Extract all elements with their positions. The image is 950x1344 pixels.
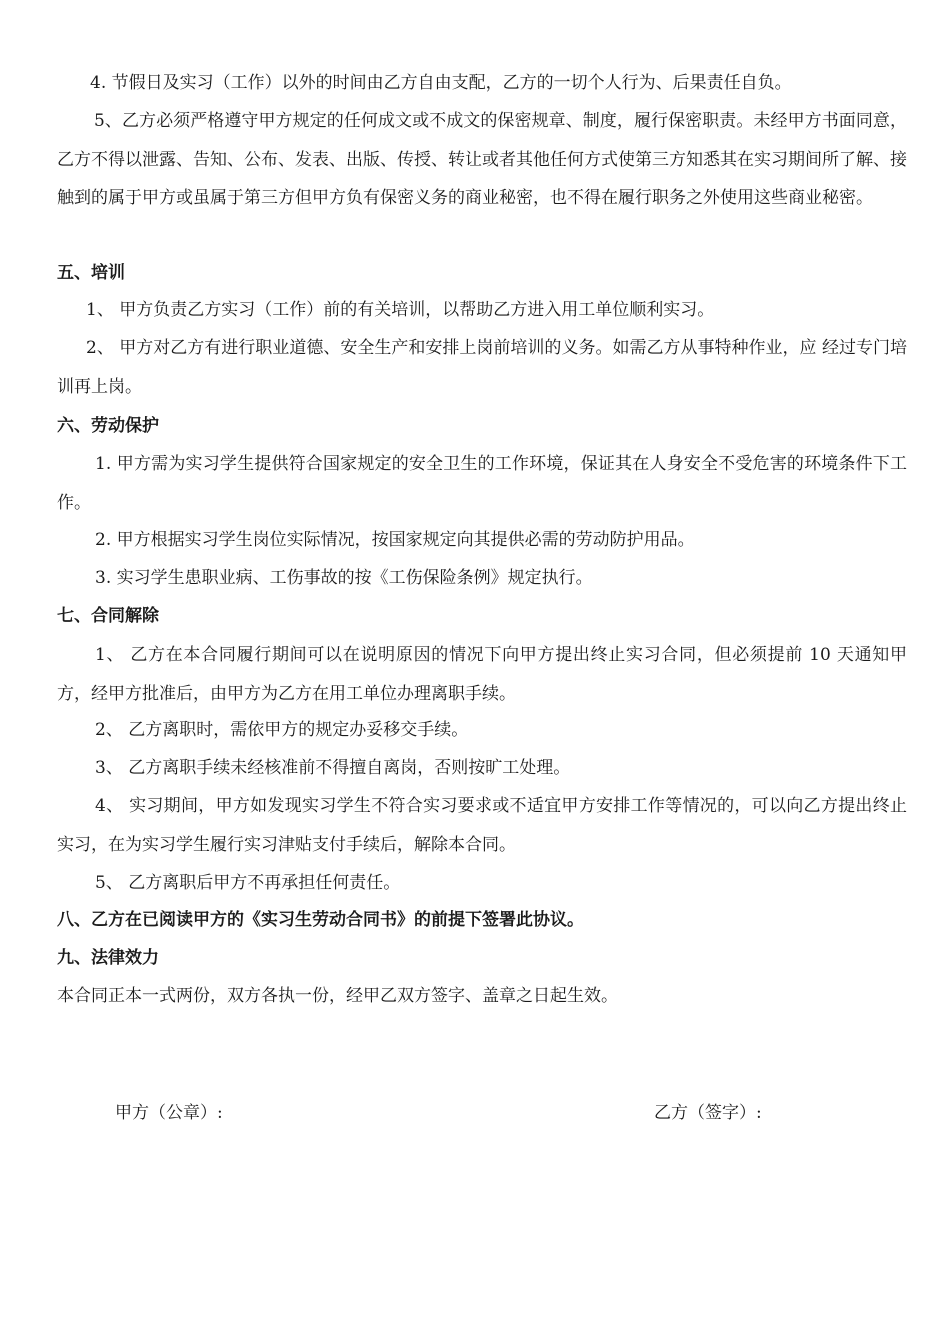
termination-item-3: 3、 乙方离职手续未经核准前不得擅自离岗，否则按旷工处理。: [95, 758, 571, 778]
termination-item-2: 2、 乙方离职时，需依甲方的规定办妥移交手续。: [95, 720, 469, 740]
section-8-heading: 八、乙方在已阅读甲方的《实习生劳动合同书》的前提下签署此协议。: [57, 910, 584, 930]
section-7-heading: 七、合同解除: [57, 606, 159, 626]
party-a-seal-label: 甲方（公章）:: [115, 1103, 223, 1123]
protection-item-1: 1. 甲方需为实习学生提供符合国家规定的安全卫生的工作环境，保证其在人身安全不受危害的环境条件下工作。: [57, 454, 907, 513]
training-item-1: 1、 甲方负责乙方实习（工作）前的有关培训，以帮助乙方进入用工单位顺利实习。: [86, 300, 715, 320]
section-6-heading: 六、劳动保护: [57, 416, 159, 436]
clause-4-free-time: 4. 节假日及实习（工作）以外的时间由乙方自由支配，乙方的一切个人行为、后果责任自负。: [90, 73, 792, 93]
training-item-2: 2、 甲方对乙方有进行职业道德、安全生产和安排上岗前培训的义务。如需乙方从事特种作业，应 经过专门培训再上岗。: [57, 338, 907, 397]
protection-item-3: 3. 实习学生患职业病、工伤事故的按《工伤保险条例》规定执行。: [95, 568, 593, 588]
termination-item-4: 4、 实习期间，甲方如发现实习学生不符合实习要求或不适宜甲方安排工作等情况的，可以向乙方提出终止实习，在为实习学生履行实习津贴支付手续后，解除本合同。: [57, 796, 907, 855]
clause-5-confidentiality: 5、乙方必须严格遵守甲方规定的任何成文或不成文的保密规章、制度，履行保密职责。未经甲方书面同意，乙方不得以泄露、告知、公布、发表、出版、传授、转让或者其他任何方式使第三方知悉其在实习期间所了解、接触到的属于甲方或虽属于第三方但甲方负有保密义务的商业秘密，也不得在履行职务之外使用这些商业秘密。: [57, 111, 907, 208]
protection-item-2: 2. 甲方根据实习学生岗位实际情况，按国家规定向其提供必需的劳动防护用品。: [95, 530, 695, 550]
termination-item-1: 1、 乙方在本合同履行期间可以在说明原因的情况下向甲方提出终止实习合同，但必须提前 10 天通知甲方，经甲方批准后，由甲方为乙方在用工单位办理离职手续。: [57, 645, 907, 704]
party-b-signature-label: 乙方（签字）:: [654, 1103, 762, 1123]
section-9-heading: 九、法律效力: [57, 948, 159, 968]
termination-item-5: 5、 乙方离职后甲方不再承担任何责任。: [95, 873, 401, 893]
legal-effect-text: 本合同正本一式两份，双方各执一份，经甲乙双方签字、盖章之日起生效。: [57, 986, 618, 1006]
section-5-heading: 五、培训: [57, 263, 125, 283]
